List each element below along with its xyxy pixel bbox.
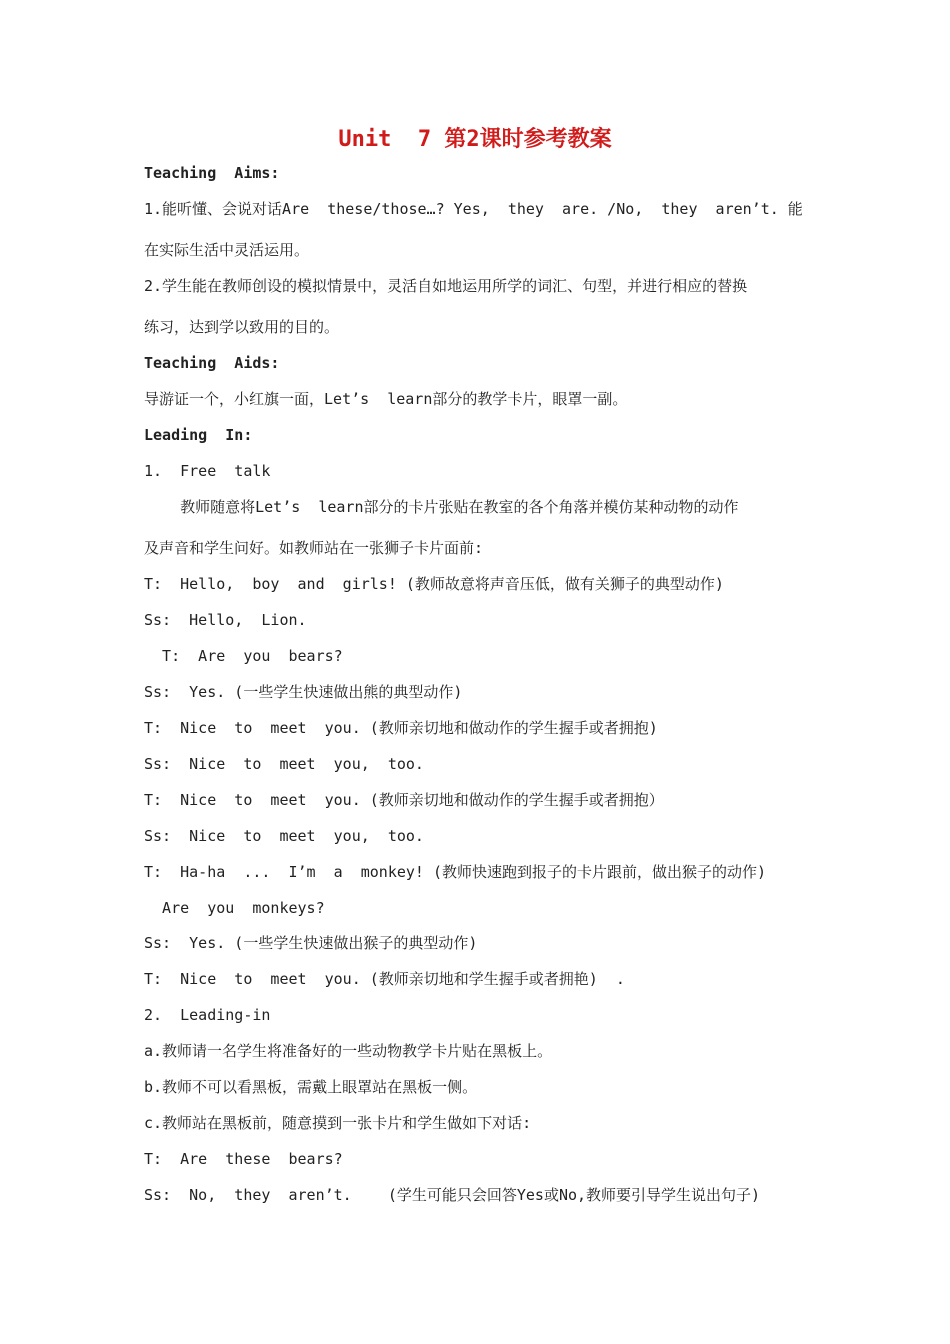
dialogue-line: T: Nice to meet you. (教师亲切地和学生握手或者拥艳) . bbox=[144, 970, 625, 988]
dialogue-line: T: Ha-ha ... I’m a monkey! (教师快速跑到报子的卡片跟前，做出猴子的动作) bbox=[144, 863, 767, 881]
paragraph-line: 及声音和学生问好。如教师站在一张狮子卡片面前: bbox=[144, 539, 484, 557]
dialogue-line: Ss: Nice to meet you, too. bbox=[144, 755, 424, 773]
dialogue-line: Ss: Hello, Lion. bbox=[144, 611, 307, 629]
paragraph-line: 在实际生活中灵活运用。 bbox=[144, 241, 310, 259]
section-heading-teaching-aids: Teaching Aids: bbox=[144, 354, 280, 372]
dialogue-line: Ss: Nice to meet you, too. bbox=[144, 827, 424, 845]
subsection-heading: 2. Leading-in bbox=[144, 1006, 271, 1024]
dialogue-line: Ss: Yes. (一些学生快速做出猴子的典型动作) bbox=[144, 934, 478, 952]
section-heading-leading-in: Leading In: bbox=[144, 426, 253, 444]
section-heading-teaching-aims: Teaching Aims: bbox=[144, 164, 280, 182]
paragraph-line: c.教师站在黑板前，随意摸到一张卡片和学生做如下对话: bbox=[144, 1114, 532, 1132]
paragraph-line: 练习，达到学以致用的目的。 bbox=[144, 318, 340, 336]
dialogue-line: T: Nice to meet you. (教师亲切地和做动作的学生握手或者拥抱) bbox=[144, 719, 658, 737]
paragraph-line: 导游证一个，小红旗一面，Let’s learn部分的教学卡片，眼罩一副。 bbox=[144, 390, 628, 408]
dialogue-line: Are you monkeys? bbox=[144, 899, 325, 917]
dialogue-line: T: Nice to meet you. (教师亲切地和做动作的学生握手或者拥抱） bbox=[144, 791, 664, 809]
dialogue-line: Ss: No, they aren’t. (学生可能只会回答Yes或No,教师要引导学生说出句子) bbox=[144, 1186, 761, 1204]
dialogue-line: T: Are you bears? bbox=[144, 647, 343, 665]
dialogue-line: T: Hello, boy and girls! (教师故意将声音压低，做有关狮子的典型动作) bbox=[144, 575, 724, 593]
paragraph-line: b.教师不可以看黑板，需戴上眼罩站在黑板一侧。 bbox=[144, 1078, 478, 1096]
paragraph-line: 1.能听懂、会说对话Are these/those…? Yes, they are. /No, they aren’t. 能 bbox=[144, 200, 803, 218]
document-title: Unit 7 第2课时参考教案 bbox=[338, 127, 612, 152]
subsection-heading: 1. Free talk bbox=[144, 462, 271, 480]
paragraph-line: 2.学生能在教师创设的模拟情景中，灵活自如地运用所学的词汇、句型，并进行相应的替换 bbox=[144, 277, 748, 295]
dialogue-line: T: Are these bears? bbox=[144, 1150, 343, 1168]
paragraph-line: a.教师请一名学生将准备好的一些动物教学卡片贴在黑板上。 bbox=[144, 1042, 553, 1060]
paragraph-line: 教师随意将Let’s learn部分的卡片张贴在教室的各个角落并模仿某种动物的动作 bbox=[144, 498, 739, 516]
dialogue-line: Ss: Yes. (一些学生快速做出熊的典型动作) bbox=[144, 683, 463, 701]
